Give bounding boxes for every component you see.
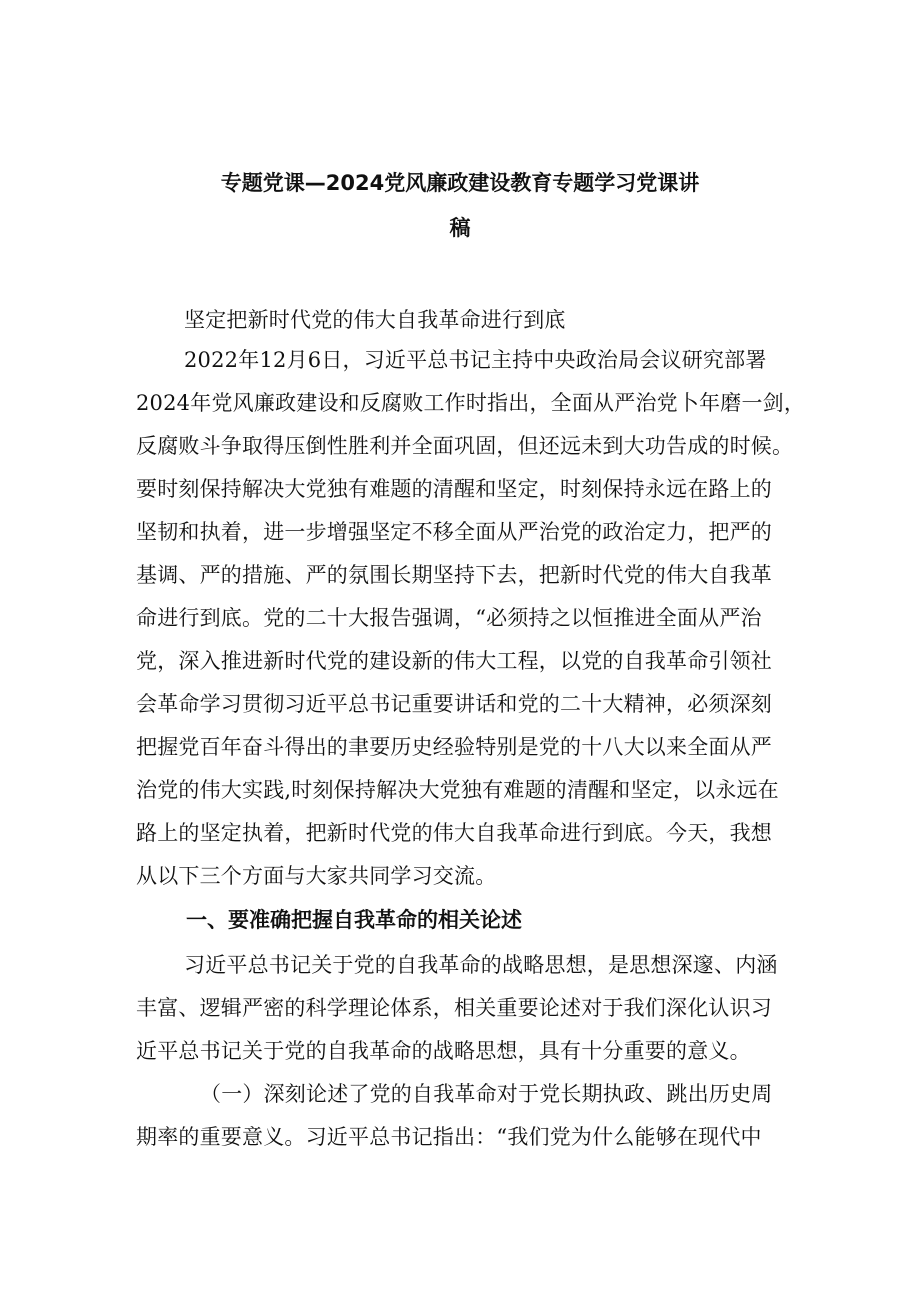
paragraph-line: 2024年党风廉政建设和反腐败工作时指出，全面从严治党卜年磨一剑，	[136, 391, 806, 415]
paragraph-line: 近平总书记关于党的自我革命的战略思想，具有十分重要的意义。	[136, 1039, 751, 1063]
paragraph-line: 习近平总书记关于党的自我革命的战略思想，是思想深邃、内涵	[184, 953, 778, 977]
document-title-line-1: 专题党课—2024党风廉政建设教育专题学习党课讲	[220, 171, 700, 195]
paragraph-line: 路上的坚定执着，把新时代党的伟大自我革命进行到底。今天，我想	[136, 821, 772, 845]
paragraph-line: 党，深入推进新时代党的建设新的伟大工程，以党的自我革命引领社	[136, 649, 772, 673]
paragraph-line: 期率的重要意义。习近平总书记指出：“我们党为什么能够在现代中	[136, 1125, 762, 1149]
paragraph-line: （一）深刻论述了党的自我革命对于党长期执政、跳出历史周	[200, 1082, 773, 1106]
paragraph-line: 反腐败斗争取得压倒性胜利并全面巩固，但还远未到大功告成的时候。	[136, 434, 794, 458]
paragraph-line: 会革命学习贯彻习近平总书记重要讲话和党的二十大精神，必须深刻	[136, 692, 772, 716]
paragraph-line: 丰富、逻辑严密的科学理论体系，相关重要论述对于我们深化认识习	[136, 996, 772, 1020]
paragraph-line: 要时刻保持解决大党独有难题的清醒和坚定，时刻保持永远在路上的	[136, 477, 772, 501]
paragraph-line: 从以下三个方面与大家共同学习交流。	[136, 864, 497, 888]
paragraph-line: 2022年12月6日，习近平总书记主持中央政治局会议研究部署	[184, 348, 767, 372]
paragraph-line: 坚韧和执着，进一步增强坚定不移全面从严治党的政治定力，把严的	[136, 520, 772, 544]
document-title-line-2: 稿	[449, 216, 471, 240]
paragraph-line: 基调、严的措施、严的氛围长期坚持下去，把新时代党的伟大自我革	[136, 563, 772, 587]
section-heading: 一、要准确把握自我革命的相关论述	[186, 908, 522, 932]
paragraph-line: 命进行到底。党的二十大报告强调，“必须持之以恒推进全面从严治	[136, 606, 762, 630]
paragraph-line: 把握党百年奋斗得出的聿要历史经验特别是党的十八大以来全面从严	[136, 735, 772, 759]
paragraph-line: 治党的伟大实践,时刻保持解决大党独有难题的清醒和坚定，以永远在	[136, 778, 779, 802]
document-subtitle: 坚定把新时代党的伟大自我革命进行到底	[184, 308, 566, 332]
